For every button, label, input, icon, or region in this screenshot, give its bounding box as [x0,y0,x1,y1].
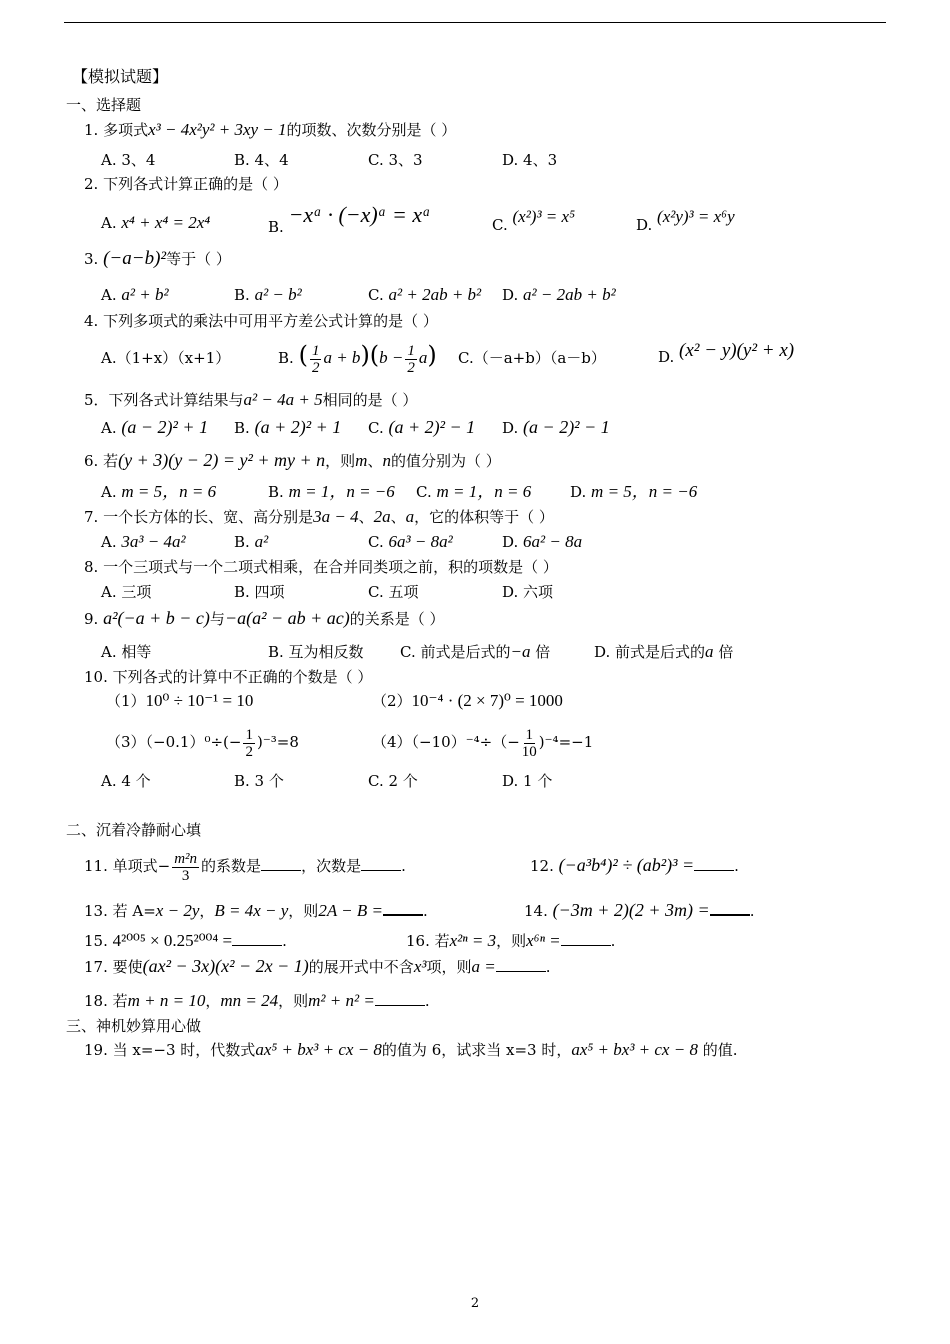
q10-item-3: （3）（−0.1）⁰÷(− $\frac{1}{2}$ )⁻³=8 [106,726,299,760]
q10-option-b: B. 3 个 [234,772,284,790]
q1-option-b: B. 4、4 [234,151,289,169]
q16-answer-blank[interactable] [561,931,611,946]
question-17: 17. 要使(ax² − 3x)(x² − 2x − 1)的展开式中不含x³项，则a = . [84,956,551,976]
question-5: 5．下列各式计算结果与a² − 4a + 5相同的是（ ） [84,390,418,409]
q10-option-c: C. 2 个 [368,772,418,790]
question-14: 14. (−3m + 2)(2 + 3m) = . [524,900,755,920]
question-10: 10. 下列各式的计算中不正确的个数是（ ） [84,668,373,686]
question-13: 13. 若 A=x − 2y，B = 4x − y，则2A − B = . [84,901,428,920]
question-3: 3. (−a−b)²等于（ ） [84,248,231,269]
q5-option-a: A. (a − 2)² + 1 [101,417,209,437]
q10-option-d: D. 1 个 [502,772,553,790]
q6-option-d: D. m = 5，n = −6 [570,482,698,501]
q14-answer-blank[interactable] [710,900,750,916]
q11-answer-blank-1[interactable] [261,856,301,871]
q9-option-b: B. 互为相反数 [268,643,364,661]
q6-option-b: B. m = 1，n = −6 [268,482,395,501]
q10-item-1: （1）10⁰ ÷ 10⁻¹ = 10 [106,691,254,710]
question-18: 18. 若m + n = 10，mn = 24，则m² + n² = . [84,991,430,1010]
question-6: 6. 若(y + 3)(y − 2) = y² + my + n，则m、n的值分别为（ ） [84,450,501,470]
q8-option-c: C. 五项 [368,583,419,601]
q7-option-b: B. a² [234,532,269,551]
q3-option-d: D. a² − 2ab + b² [502,285,616,304]
q8-option-a: A. 三项 [101,583,152,601]
q4-option-a: A.（1+x）（x+1） [101,349,231,367]
q1-option-a: A. 3、4 [101,151,156,169]
q2-option-d: D. (x²y)³ = x⁶y [636,207,735,234]
q9-option-a: A. 相等 [101,643,152,661]
q9-option-d: D. 前式是后式的a 倍 [594,642,734,661]
q10-item-2: （2）10⁻⁴ · (2 × 7)⁰ = 1000 [372,691,563,710]
q5-option-b: B. (a + 2)² + 1 [234,417,342,437]
q12-answer-blank[interactable] [694,856,734,871]
q5-option-d: D. (a − 2)² − 1 [502,417,610,437]
q6-option-a: A. m = 5，n = 6 [101,482,217,501]
q9-option-c: C. 前式是后式的−a 倍 [400,642,551,661]
q4-option-b: B. ( $\frac{1}{2}$ a + b)(b − $\frac{1}{2}$ a) [278,341,437,376]
q18-answer-blank[interactable] [375,991,425,1006]
q5-option-c: C. (a + 2)² − 1 [368,417,476,437]
q1-option-c: C. 3、3 [368,151,423,169]
question-7: 7. 一个长方体的长、宽、高分别是3a − 4、2a、a，它的体积等于（ ） [84,507,554,526]
q13-answer-blank[interactable] [383,900,423,916]
q8-option-b: B. 四项 [234,583,285,601]
question-11: 11. 单项式− $\frac{\text{m²n}}{3}$ 的系数是 ，次数是 . [84,850,406,884]
q3-option-b: B. a² − b² [234,285,302,304]
q7-option-a: A. 3a³ − 4a² [101,532,186,551]
q2-option-a: A. x⁴ + x⁴ = 2x⁴ [101,213,211,232]
question-2: 2. 下列各式计算正确的是（ ） [84,175,288,193]
page-title: 【模拟试题】 [72,67,169,86]
q10-item-4: （4）（−10）⁻⁴÷（− $\frac{1}{10}$ )⁻⁴=−1 [372,726,594,760]
q15-answer-blank[interactable] [232,931,282,946]
question-1: 1. 多项式x³ − 4x²y² + 3xy − 1的项数、次数分别是（ ） [84,120,457,139]
q3-option-c: C. a² + 2ab + b² [368,285,482,304]
page-number: 2 [470,1296,480,1311]
q3-option-a: A. a² + b² [101,285,169,304]
question-16: 16. 若x²ⁿ = 3，则x⁶ⁿ = . [406,931,616,950]
question-15: 15. 4²⁰⁰⁵ × 0.25²⁰⁰⁴ = . [84,931,287,950]
q1-option-d: D. 4、3 [502,151,558,169]
question-4: 4. 下列多项式的乘法中可用平方差公式计算的是（ ） [84,312,438,330]
section-heading-3: 三、神机妙算用心做 [66,1017,202,1035]
q8-option-d: D. 六项 [502,583,554,601]
section-heading-2: 二、沉着冷静耐心填 [66,821,202,839]
q10-option-a: A. 4 个 [101,772,151,790]
section-heading-1: 一、选择题 [66,96,142,114]
q2-option-c: C. (x²)³ = x⁵ [492,207,575,234]
question-9: 9. a²(−a + b − c)与−a(a² − ab + ac)的关系是（ ） [84,608,445,628]
question-12: 12. (−a³b⁴)² ÷ (ab²)³ = . [530,855,739,875]
q7-option-c: C. 6a³ − 8a² [368,532,453,551]
q6-option-c: C. m = 1，n = 6 [416,482,532,501]
header-rule [64,22,886,23]
q11-answer-blank-2[interactable] [361,856,401,871]
question-19: 19. 当 x=−3 时，代数式ax⁵ + bx³ + cx − 8的值为 6，试求当 x=3 时，ax⁵ + bx³ + cx − 8 的值. [84,1040,738,1059]
question-8: 8. 一个三项式与一个二项式相乘，在合并同类项之前，积的项数是（ ） [84,558,558,576]
q4-option-d: D. (x² − y)(y² + x) [658,340,795,366]
q4-option-c: C.（－a+b）（a－b） [458,349,606,367]
q17-answer-blank[interactable] [496,957,546,972]
q7-option-d: D. 6a² − 8a [502,532,583,551]
q2-option-b: B. −xᵃ · (−x)ᵃ = xᵃ [268,202,431,236]
